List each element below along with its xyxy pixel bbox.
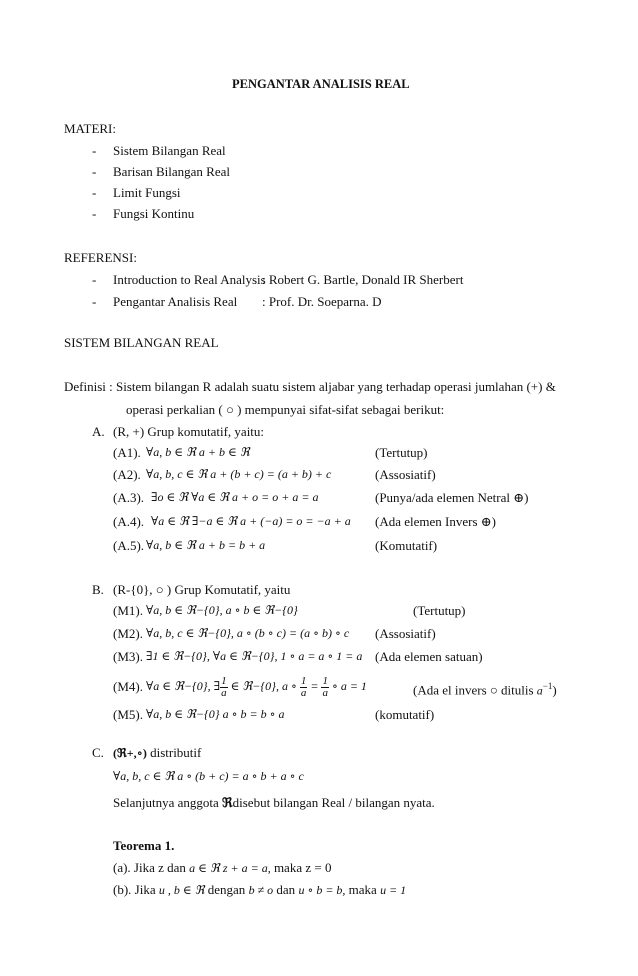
expr-part: ∘ a = 1 <box>331 679 367 693</box>
teorema-expression: a ∈ ℜ z + a = a, <box>189 861 271 875</box>
fraction-denominator: a <box>300 686 307 699</box>
axiom-id: (M4). <box>113 679 143 694</box>
bullet-dash: - <box>92 164 97 179</box>
axiom-note: (Tertutup) <box>375 445 428 460</box>
referensi-book: Introduction to Real Analysis <box>113 272 266 287</box>
axiom-id: (A.5). <box>113 538 145 553</box>
axiom-id: (M5). <box>113 707 143 722</box>
group-a-label: A. <box>92 424 105 439</box>
axiom-id: (A.3). <box>113 490 145 505</box>
group-a-title: (R, +) Grup komutatif, yaitu: <box>113 424 265 439</box>
fraction <box>300 676 308 699</box>
definisi-line-2: operasi perkalian ( ○ ) mempunyai sifat-sifat sebagai berikut: <box>126 402 445 417</box>
group-b-title: (R-{0}, ○ ) Grup Komutatif, yaitu <box>113 582 291 597</box>
bullet-dash: - <box>92 143 97 158</box>
axiom-expression: ∀a, b ∈ ℜ−{0} a ∘ b = b ∘ a <box>146 707 285 721</box>
teorema-expression: u ∘ b = b, <box>298 883 346 897</box>
group-c-symbol: (ℜ+,∘) <box>113 746 147 760</box>
note-text: disebut bilangan Real / bilangan nyata. <box>232 795 435 810</box>
axiom-note: (Komutatif) <box>375 538 438 553</box>
axiom-note: (Punya/ada elemen Netral ⊕) <box>375 490 529 505</box>
axiom-expression: ∃o ∈ ℜ ∀a ∈ ℜ a + o = o + a = a <box>151 490 319 504</box>
expr-part: ∀a ∈ ℜ−{0}, ∃ <box>146 679 221 693</box>
axiom-note: (Assosiatif) <box>375 626 436 641</box>
teorema-text: dan <box>276 882 296 897</box>
materi-heading: MATERI: <box>64 121 116 136</box>
axiom-note: (Ada elemen satuan) <box>375 649 483 664</box>
teorema-item-a <box>113 860 331 876</box>
teorema-expression: u = 1 <box>380 883 407 897</box>
teorema-expression: u , b ∈ ℜ <box>158 883 205 897</box>
section-heading: SISTEM BILANGAN REAL <box>64 335 219 350</box>
referensi-author: : Robert G. Bartle, Donald IR Sherbert <box>262 272 464 287</box>
materi-item: Barisan Bilangan Real <box>113 164 230 179</box>
expr-part: = <box>310 679 319 693</box>
note-text-end: ) <box>552 682 557 698</box>
materi-item: Sistem Bilangan Real <box>113 143 226 158</box>
note-text: (Ada el invers ○ ditulis <box>413 682 534 698</box>
teorema-text: maka <box>348 882 377 897</box>
axiom-expression <box>146 672 367 700</box>
fraction-denominator: a <box>221 686 227 699</box>
axiom-expression: ∀a, b ∈ ℜ a + b = b + a <box>146 538 266 552</box>
teorema-text: maka z = 0 <box>273 860 332 875</box>
axiom-id: (A2). <box>113 467 141 482</box>
note-symbol: a <box>536 683 543 698</box>
page-title: PENGANTAR ANALISIS REAL <box>232 77 410 91</box>
materi-item: Limit Fungsi <box>113 185 181 200</box>
group-c-title-text: distributif <box>150 745 202 760</box>
axiom-note: (Tertutup) <box>413 603 466 618</box>
group-c-label: C. <box>92 745 104 760</box>
axiom-id: (M2). <box>113 626 143 641</box>
fraction-numerator: 1 <box>300 674 307 687</box>
materi-item: Fungsi Kontinu <box>113 206 195 221</box>
axiom-id: (A1). <box>113 445 141 460</box>
note-text: Selanjutnya anggota <box>113 795 219 810</box>
group-b-label: B. <box>92 582 104 597</box>
expr-part: ∈ ℜ−{0}, a ∘ <box>230 679 297 693</box>
teorema-expression: b ≠ o <box>248 883 274 897</box>
teorema-text: (b). Jika <box>113 882 156 897</box>
real-number-note <box>113 795 435 810</box>
bullet-dash: - <box>92 272 97 287</box>
axiom-expression: ∀a ∈ ℜ ∃−a ∈ ℜ a + (−a) = o = −a + a <box>151 514 351 528</box>
referensi-author: : Prof. Dr. Soeparna. D <box>262 294 382 309</box>
real-symbol: ℜ <box>222 795 233 810</box>
axiom-note: (Ada elemen Invers ⊕) <box>375 514 496 529</box>
axiom-id: (M3). <box>113 649 143 664</box>
group-c-title <box>113 745 201 761</box>
axiom-expression: ∀a, b, c ∈ ℜ−{0}, a ∘ (b ∘ c) = (a ∘ b) ∘ c <box>146 626 350 640</box>
axiom-note <box>413 679 557 698</box>
axiom-note: (Assosiatif) <box>375 467 436 482</box>
axiom-id: (A.4). <box>113 514 145 529</box>
bullet-dash: - <box>92 294 97 309</box>
fraction <box>220 676 228 699</box>
teorema-text: (a). Jika z dan <box>113 860 186 875</box>
bullet-dash: - <box>92 185 97 200</box>
fraction-numerator: 1 <box>322 674 328 687</box>
axiom-expression: ∀a, b ∈ ℜ a + b ∈ ℜ <box>146 445 250 459</box>
axiom-expression: ∀a, b, c ∈ ℜ a + (b + c) = (a + b) + c <box>146 467 332 481</box>
teorema-item-b <box>113 882 406 898</box>
axiom-note: (komutatif) <box>375 707 435 722</box>
axiom-expression: ∀a, b ∈ ℜ−{0}, a ∘ b ∈ ℜ−{0} <box>146 603 298 617</box>
fraction <box>321 676 329 699</box>
note-superscript: −1 <box>542 681 553 691</box>
bullet-dash: - <box>92 206 97 221</box>
fraction-numerator: 1 <box>221 674 227 687</box>
fraction-denominator: a <box>322 686 328 699</box>
definisi-line-1: Definisi : Sistem bilangan R adalah suatu sistem aljabar yang terhadap operasi jumlahan (+) & <box>64 379 556 394</box>
teorema-text: dengan <box>207 882 246 897</box>
referensi-heading: REFERENSI: <box>64 250 137 265</box>
axiom-id: (M1). <box>113 603 143 618</box>
referensi-book: Pengantar Analisis Real <box>113 294 238 309</box>
teorema-heading: Teorema 1. <box>113 838 175 853</box>
distributive-expression: ∀a, b, c ∈ ℜ a ∘ (b + c) = a ∘ b + a ∘ c <box>113 769 304 783</box>
axiom-expression: ∃1 ∈ ℜ−{0}, ∀a ∈ ℜ−{0}, 1 ∘ a = a ∘ 1 = a <box>146 649 363 663</box>
